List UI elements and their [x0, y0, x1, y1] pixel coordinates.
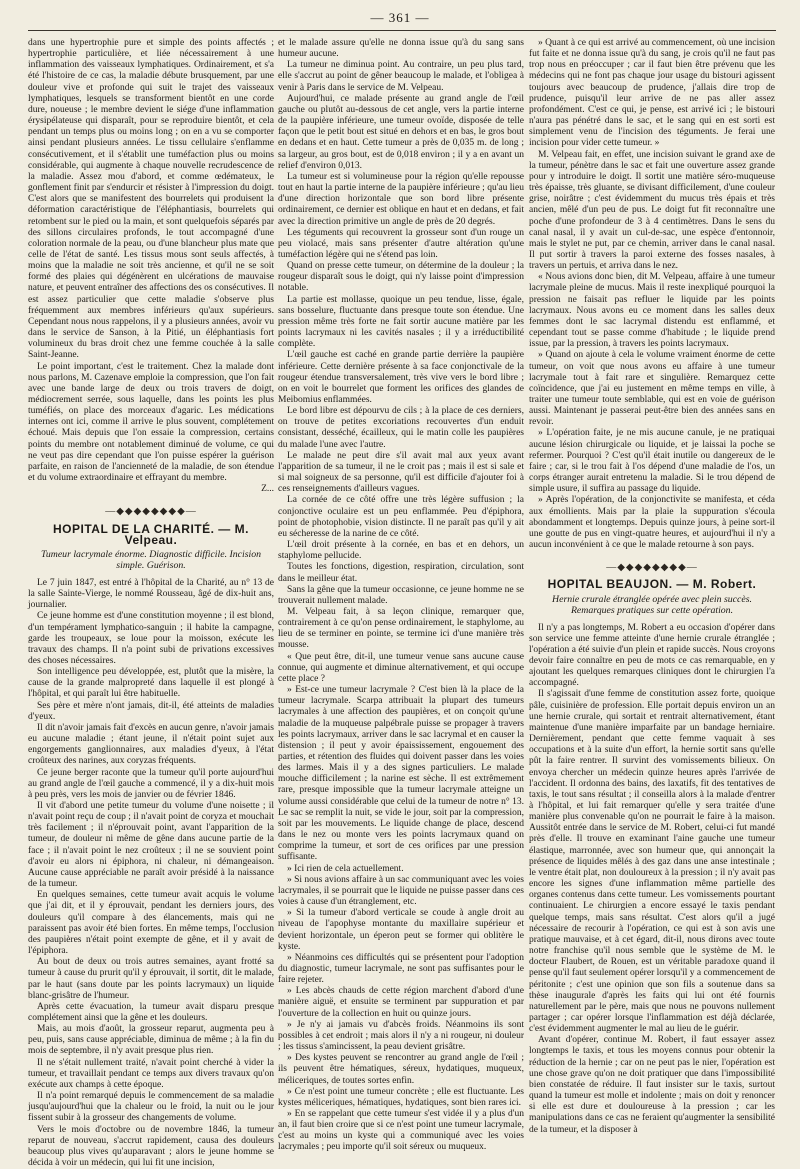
header-rule: [28, 30, 776, 31]
paragraph: Le bord libre est dépourvu de cils ; à la place de ces derniers, on trouve de petites excoriations recouvertes d'un enduit consistant, desséché, écailleux, qui le matin colle les paupières du malade l'une avec l'autre.: [278, 406, 524, 450]
paragraph: » Des kystes peuvent se rencontrer au grand angle de l'œil ; ils peuvent être hématiques, séreux, hydatiques, muqueux, méliceriques, de toutes sortes enfin.: [278, 1053, 524, 1086]
paragraph: et le malade assure qu'elle ne donna issue qu'à du sang sans humeur aucune.: [278, 38, 524, 60]
page-number: — 361 —: [370, 10, 430, 25]
charite-text-col2: [278, 38, 524, 1154]
section-title-charite: HOPITAL DE LA CHARITÉ. — M. Velpeau.: [53, 521, 249, 547]
paragraph: » Après l'opération, de la conjonctivite se manifesta, et céda aux émollients. Mais par la plaie la suppuration s'écoula abondamment et longtemps. Depuis quinze jours, à peine sort-il une goutte de pus en vingt-quatre heures, et aujourd'hui il n'y a aucun inconvénient à ce que le malade retourne à son pays.: [529, 495, 775, 551]
paragraph: » En se rappelant que cette tumeur s'est vidée il y a plus d'un an, il faut bien croire que si ce n'est point une tumeur lacrymale, c'est au moins un kyste qui a communiqué avec les voies lacrymales ; peu importe qu'il soit séreux ou muqueux.: [278, 1109, 524, 1153]
paragraph: » Ce n'est point une tumeur concrète ; elle est fluctuante. Les kystes méliceriques, hématiques, hydatiques, sont bien rares ici.: [278, 1086, 524, 1108]
section-subtitle-charite: Tumeur lacrymale énorme. Diagnostic difficile. Incision simple. Guérison.: [40, 548, 262, 572]
paragraph: Ce jeune homme est d'une constitution moyenne ; il est blond, d'un tempérament lymphatico-sanguin ; il habite la campagne, garde les troupeaux, se loue pour la moisson, exécute les travaux des champs. Il n'a point subi de privations excessives des choses nécessaires.: [28, 611, 274, 666]
paragraph: Sans la gêne que la tumeur occasionne, ce jeune homme ne se trouverait nullement malade.: [278, 584, 524, 606]
column-3: [529, 38, 775, 1156]
paragraph: L'œil droit présente à la cornée, en bas et en dehors, un staphylome pellucide.: [278, 540, 524, 562]
section-title-beaujon: HOPITAL BEAUJON. — M. Robert.: [547, 577, 757, 592]
paragraph: dans une hypertrophie pure et simple des points affectés ; hypertrophie particulière, et liée nécessairement à une inflammation des vaisseaux lymphatiques. Ordinairement, et s'a été l'histoire de ce cas, la maladie débute brusquement, par une douleur vive et profonde qui suit le trajet des vaisseaux lymphatiques, lesquels se transforment bientôt en une corde dure, noueuse ; le membre devient le siége d'une inflammation érysipélateuse qui disparaît, pour se reproduire bientôt, et cela pendant un temps plus ou moins long ; on en a vu se comporter ainsi pendant plusieurs années. Le tissu cellulaire s'enflamme consécutivement, et il s'établit une tuméfaction plus ou moins considérable, qui augmente à chaque nouvelle recrudescence de la maladie. Assez mou d'abord, et comme œdémateux, le gonflement finit par s'endurcir et résister à l'impression du doigt. C'est alors que se manifestent des bourrelets qui produisent la déformation caractéristique de l'éléphantiasis, bourrelets qui retombent sur le pied ou la main, et sont quelquefois séparés par des sillons circulaires profonds, le tout accompagné d'une coloration normale de la peau, ou d'une blancheur plus mate que celle de l'état de santé. Les tissus mous sont seuls affectés, à moins que la maladie ne soit très ancienne, et qu'il ne se soit formé des plaies qui dégénèrent en ulcérations de mauvaise nature, et peuvent entraîner des affections des os consécutives. Il est assez particulier que cette maladie s'observe plus fréquemment aux membres inférieurs qu'aux supérieurs. Cependant nous nous rappelons, il y a plusieurs années, avoir vu dans le service de Sanson, à la Pitié, un éléphantiasis fort volumineux du bras droit chez une femme couchée à la salle Saint-Jeanne.: [28, 38, 274, 361]
paragraph: Ce jeune berger raconte que la tumeur qu'il porte aujourd'hui au grand angle de l'œil gauche a commencé, il y a dix-huit mois à peu près, vers les mois de janvier ou de février 1846.: [28, 767, 274, 800]
paragraph: La cornée de ce côté offre une très légère suffusion ; la conjonctive oculaire est un peu enflammée. Peu d'épiphora, point de photophobie, vision distincte. Il ne paraît pas qu'il y ait eu sécheresse de la narine de ce côté.: [278, 495, 524, 539]
paragraph: Les téguments qui recouvrent la grosseur sont d'un rouge un peu violacé, mais sans présenter d'autre altération qu'une tuméfaction légère qui ne s'étend pas loin.: [278, 227, 524, 260]
column-2: [278, 38, 524, 1156]
paragraph: M. Velpeau fait, à sa leçon clinique, remarquer que, contrairement à ce qu'on pense ordinairement, le staphylome, au lieu de se terminer en pointe, se termine ici d'une manière très mousse.: [278, 606, 524, 651]
paragraph: La partie est mollasse, quoique un peu tendue, lisse, égale, sans bosselure, fluctuante dans presque toute son étendue. Une pression même très forte ne fait sortir aucune matière par les points lacrymaux ni les cavités nasales ; il y a irréductibilité complète.: [278, 294, 524, 350]
beaujon-text-col3: [529, 623, 775, 1136]
paragraph: La tumeur est si volumineuse pour la région qu'elle repousse tout en haut la partie interne de la paupière inférieure ; qu'au lieu d'une direction horizontale que son bord libre présente ordinairement, ce dernier est oblique en haut et en dedans, et fait avec la direction primitive un angle de près de 20 degrés.: [278, 171, 524, 227]
charite-text-col3: [529, 38, 775, 551]
paragraph: » Est-ce une tumeur lacrymale ? C'est bien là la place de la tumeur lacrymale. Scarpa attribuait la plupart des tumeurs lacrymales à une affection des paupières, et on conçoit qu'une maladie de la muqueuse palpébrale puisse se propager à travers les points lacrymaux, arriver dans le sac lacrymal et en causer la distension ; il peut y avoir épaississement, engouement des parties, et rétention des fluides qui doivent passer dans les voies des larmes. Mais il y a des signes particuliers. Le malade mouche difficilement ; la narine est sèche. Il est extrêmement rare, presque impossible que la tumeur lacrymale atteigne un volume aussi considérable que celui de la tumeur de notre n° 13. Le sac se remplit la nuit, se vide le jour, soit par la compression, soit par les mouvements. Le liquide change de place, descend dans le nez ou monte vers les points lacrymaux quand on comprime la tumeur, et sort de ces orifices par une pression suffisante.: [278, 685, 524, 863]
paragraph: La tumeur ne diminua point. Au contraire, un peu plus tard, elle s'accrut au point de gêner beaucoup le malade, et l'obligea à venir à Paris dans le service de M. Velpeau.: [278, 60, 524, 93]
paragraph: Vers le mois d'octobre ou de novembre 1846, la tumeur reparut de nouveau, s'accrut rapidement, causa des douleurs beaucoup plus vives qu'auparavant ; alors le jeune homme se décida à voir un médecin, qui lui fit une incision,: [28, 1124, 274, 1168]
paragraph: » Si la tumeur d'abord verticale se coude à angle droit au niveau de l'apophyse montante du maxillaire supérieur et devient horizontale, un éperon peut se former qui oblitère le kyste.: [278, 908, 524, 952]
paragraph: Quand on presse cette tumeur, on détermine de la douleur ; la rougeur disparaît sous le doigt, qui n'y laisse point d'impression notable.: [278, 261, 524, 294]
paragraph: Après cette évacuation, la tumeur avait disparu presque complétement ainsi que la gêne et les douleurs.: [28, 1001, 274, 1023]
paragraph: Il vit d'abord une petite tumeur du volume d'une noisette ; il n'avait point reçu de coup ; il n'avait point de coryza et mouchait très facilement ; il n'éprouvait point, avant l'apparition de la tumeur, de douleur ni même de gêne dans aucune partie de la face ; il n'avait point le nez croûteux ; il ne se souvient point d'avoir eu alors ni épiphora, ni chaleur, ni démangeaison. Aucune cause appréciable ne paraît avoir présidé à la naissance de la tumeur.: [28, 801, 274, 890]
paragraph: Il n'a point remarqué depuis le commencement de sa maladie jusqu'aujourd'hui que la chaleur ou le froid, la nuit ou le jour fissent subir à la grosseur des changements de volume.: [28, 1091, 274, 1124]
paragraph: Son intelligence peu développée, est, plutôt que la misère, la cause de la grande malpropreté dans laquelle il est plongé à l'hôpital, et qui paraît lui être habituelle.: [28, 667, 274, 700]
charite-text-col1: [28, 578, 274, 1169]
paragraph: » Ici rien de cela actuellement.: [287, 863, 404, 874]
paragraph: M. Velpeau fait, en effet, une incision suivant le grand axe de la tumeur, pénètre dans le sac et fait une ouverture assez grande pour y introduire le doigt. Il sortit une matière séro-muqueuse très épaisse, très gluante, se divisant difficilement, d'une couleur grise, noirâtre ; c'est évidemment du mucus très épais et très ancien, mêlé d'un peu de pus. Le doigt fut fit reconnaître une poche d'une profondeur de 3 à 4 centimètres. Dans le sens du canal nasal, il y avait un cul-de-sac, une espèce d'entonnoir, mais le stylet ne put, par ce chemin, arriver dans le canal nasal. Il put sortir à travers la paroi externe des fosses nasales, à travers un pertuis, et arriva dans le nez.: [529, 149, 775, 272]
paragraph: « Nous avions donc bien, dit M. Velpeau, affaire à une tumeur lacrymale pleine de mucus. Mais il reste inexpliqué pourquoi la pression ne faisait pas refluer le liquide par les points lacrymaux. Nous avons eu ce moment dans les salles deux femmes dont le sac lacrymal distendu est enflammé, et cependant tout se passe comme d'habitude ; le liquide prend issue, par la pression, à travers les points lacrymaux.: [529, 272, 775, 350]
paragraph: Au bout de deux ou trois autres semaines, ayant frotté sa tumeur à cause du prurit qu'il y éprouvait, il sortit, dit le malade, par le haut (sans doute par les points lacrymaux) un liquide blanc-grisâtre de l'humeur.: [28, 957, 274, 1001]
paragraph: » Je n'y ai jamais vu d'abcès froids. Néanmoins ils sont possibles à cet endroit ; mais alors il n'y a ni rougeur, ni douleur ; les tissus s'amincissent, la peau devient grisâtre.: [278, 1019, 524, 1053]
paragraph: Ses père et mère n'ont jamais, dit-il, été atteints de maladies d'yeux.: [28, 700, 274, 722]
paragraph: Il n'y a pas longtemps, M. Robert a eu occasion d'opérer dans son service une femme atteinte d'une hernie crurale étranglée ; l'opération a été suivie d'un plein et rapide succès. Nous croyons devoir faire connaître en peu de mots ce cas remarquable, en y ajoutant les quelques remarques cliniques dont le chirurgien l'a accompagné.: [529, 622, 775, 689]
paragraph: Aujourd'hui, ce malade présente au grand angle de l'œil gauche ou plutôt au-dessous de cet angle, vers la partie interne de la paupière inférieure, une tumeur ovoïde, disposée de telle façon que le petit bout est situé en dehors et en bas, le gros bout en dedans et en haut. Cette tumeur a près de 0,035 m. de long ; sa largeur, au gros bout, est de 0,018 environ ; il y a en avant un relief d'environ 0,013.: [278, 93, 524, 171]
paragraph: L'œil gauche est caché en grande partie derrière la paupière inférieure. Cette dernière présente à sa face conjonctivale de la rougeur étendue transversalement, très vive vers le bord libre ; on en voit le bourrelet que forment les orifices des glandes de Meibomius enflammées.: [278, 350, 524, 405]
paragraph: » Quand on ajoute à cela le volume vraiment énorme de cette tumeur, on voit que nous avons eu affaire à une tumeur lacrymale tout à fait rare et singulière. Remarquez cette coïncidence, que j'ai eu justement en même temps en ville, à traiter une tumeur toute semblable, qui est en voie de guérison aussi. Maintenant je passerai peut-être bien des années sans en revoir.: [529, 350, 775, 428]
paragraph: Toutes les fonctions, digestion, respiration, circulation, sont dans le meilleur état.: [278, 562, 524, 584]
paragraph: Avant d'opérer, continue M. Robert, il faut essayer assez longtemps le taxis, et tous les moyens connus pour obtenir la réduction de la hernie ; car on ne peut pas le nier, l'opération est une chose grave qu'on ne doit pratiquer que dans l'impossibilité bien constatée de réduire. Il faut insister sur le taxis, surtout quand la tumeur est molle et indolente ; mais on doit y renoncer si elle est dure et douloureuse à la pression ; car les manipulations dans ce cas ne feraient qu'augmenter la sensibilité de la tumeur, et la disposer à: [529, 1035, 775, 1135]
paragraph: Le malade ne peut dire s'il avait mal aux yeux avant l'apparition de sa tumeur, il ne le croit pas ; mais il est si sale et si mal soigneux de sa personne, qu'il est difficile d'ajouter foi à ces renseignements d'ailleurs vagues.: [278, 450, 524, 495]
paragraph: » Quant à ce qui est arrivé au commencement, où une incision fut faite et ne donna issue qu'à du sang, je crois qu'il ne faut pas trop nous en préoccuper ; car il faut bien être prévenu que les médecins qui ne font pas chaque jour usage du bistouri agissent toujours avec beaucoup de prudence, j'allais dire trop de prudence, puisqu'il leur arrive de ne pas aller assez profondément. C'est ce qui, je pense, est arrivé ici ; le bistouri n'aura pas pénétré dans le sac, et le sang qui en est sorti est simplement venu de l'incision des téguments. Je ferai une incision pour vider cette tumeur. »: [529, 38, 775, 149]
paragraph: Le point important, c'est le traitement. Chez la malade dont nous parlons, M. Cazenave emploie la compression, que l'on fait avec une bande large de deux ou trois travers de doigt, médiocrement serrée, sous laquelle, dans les points les plus tuméfiés, on place des morceaux d'agaric. Les médications internes ont ici, comme il arrive le plus souvent, complétement échoué. Mais depuis que l'on essaie la compression, certains points du membre ont notablement diminué de volume, ce qui ne veut pas dire cependant que l'on puisse espérer la guérison parfaite, en raison de l'ancienneté de la maladie, de son étendue et du volume extraordinaire et effrayant du membre.: [28, 361, 274, 484]
author-signature: Z...: [261, 484, 274, 495]
paragraph: » Si nous avions affaire à un sac communiquant avec les voies lacrymales, il se pourrait que le liquide ne puisse passer dans ces voies à cause d'un étranglement, etc.: [278, 874, 524, 908]
section-subtitle-beaujon: Hernie crurale étranglée opérée avec plein succès. Remarques pratiques sur cette opération.: [552, 593, 752, 616]
paragraph: » Les abcès chauds de cette région marchent d'abord d'une manière aiguë, et ensuite se terminent par suppuration et par l'ouverture de la collection en huit ou quinze jours.: [278, 986, 524, 1019]
paragraph: Mais, au mois d'août, la grosseur reparut, augmenta peu à peu, puis, sans cause appréciable, diminua de même ; à la fin du mois de septembre, il n'y avait presque plus rien.: [28, 1024, 274, 1057]
paragraph: Il ne s'était nullement traité, n'avait point cherché à vider la tumeur, et travaillait pendant ce temps aux divers travaux qu'on exécute aux champs à cette époque.: [28, 1057, 274, 1090]
paragraph: Le 7 juin 1847, est entré à l'hôpital de la Charité, au n° 13 de la salle Sainte-Vierge, le nommé Rousseau, âgé de dix-huit ans, journalier.: [28, 577, 274, 611]
paragraph: » Néanmoins ces difficultés qui se présentent pour l'adoption du diagnostic, tumeur lacrymale, ne sont pas suffisantes pour le faire rejeter.: [278, 952, 524, 986]
paragraph: En quelques semaines, cette tumeur avait acquis le volume que j'ai dit, et il y éprouvait, pendant les derniers jours, des douleurs qu'il compare à des élancements, mais qui ne paraissent pas avoir été bien fortes. En même temps, l'occlusion des paupières n'était point exempte de gêne, et il y avait de l'épiphora.: [28, 890, 274, 957]
section-ornament: —◆◆◆◆◆◆◆◆—: [105, 506, 197, 518]
section-ornament: —◆◆◆◆◆◆◆◆—: [606, 562, 698, 574]
paragraph: » L'opération faite, je ne mis aucune canule, je ne pratiquai aucune lésion chirurgicale ou liquide, et je laissai la poche se refermer. Pourquoi ? C'est qu'il était inutile ou dangereux de le faire ; car, si le trou fait à l'os dépend d'une maladie de l'os, un corps étranger aurait entretenu la maladie. Si le trou dépend de simple usure, il suffira au passage du liquide.: [529, 428, 775, 495]
paragraph: Il s'agissait d'une femme de constitution assez forte, quoique pâle, cuisinière de profession. Elle portait depuis environ un an une hernie crurale, qui sortait et rentrait alternativement, étant maintenue d'une manière imparfaite par un bandage herniaire. Dernièrement, pendant que cette femme vaquait à ses occupations et à la suite d'un effort, la hernie sortit sans qu'elle pût la faire rentrer. Il survint des vomissements bilieux. On envoya chercher un médecin quinze heures après l'arrivée de l'accident. Il ordonna des bains, des laxatifs, fit des tentatives de taxis, le tout sans résultat ; il conseilla alors à la malade d'entrer à l'hôpital, et lui fait remarquer qu'elle y sera traitée d'une manière plus convenable qu'on ne pourrait le faire à la maison. Aussitôt entrée dans le service de M. Robert, celui-ci fut mandé près d'elle. Il trouve en examinant l'aine gauche une tumeur élastique, marronnée, avec son humeur que, qui annonçait la présence de liquides mêlés à des gaz dans une anse intestinale ; le ventre était plat, non douloureux à la pression ; il n'y avait pas encore les signes d'une inflammation même partielle des organes contenus dans cette tumeur. Les vomissements pourtant continuaient. Le chirurgien a encore essayé le taxis pendant quelque temps, mais sans résultat. C'est alors qu'il a jugé nécessaire de recourir à l'opération, ce qui est à son avis une pratique mauvaise, et à cet égard, dit-il, nous dirons avec toute notre franchise qu'il nous semble que le système de M. le docteur Flaubert, de Rouen, est un véritable paradoxe quand il pense qu'il faut seulement opérer lorsqu'il y a commencement de péritonite ; c'est une opinion que son fils a soutenue dans sa thèse inaugurale d'après les faits qui lui ont été fournis naturellement par le père, mais que nous ne pouvons nullement partager ; car opérer lorsque l'inflammation est déjà déclarée, c'est évidemment augmenter le mal au lieu de le guérir.: [529, 689, 775, 1035]
column-1: [28, 38, 274, 1168]
paragraph: Il dit n'avoir jamais fait d'excès en aucun genre, n'avoir jamais eu aucune maladie ; étant jeune, il n'était point sujet aux engorgements ganglionnaires, aux maladies d'yeux, à l'état croûteux des narines, aux coryzas fréquents.: [28, 722, 274, 767]
paragraph: « Que peut être, dit-il, une tumeur venue sans aucune cause connue, qui augmente et diminue alternativement, et qui occupe cette place ?: [278, 651, 524, 684]
